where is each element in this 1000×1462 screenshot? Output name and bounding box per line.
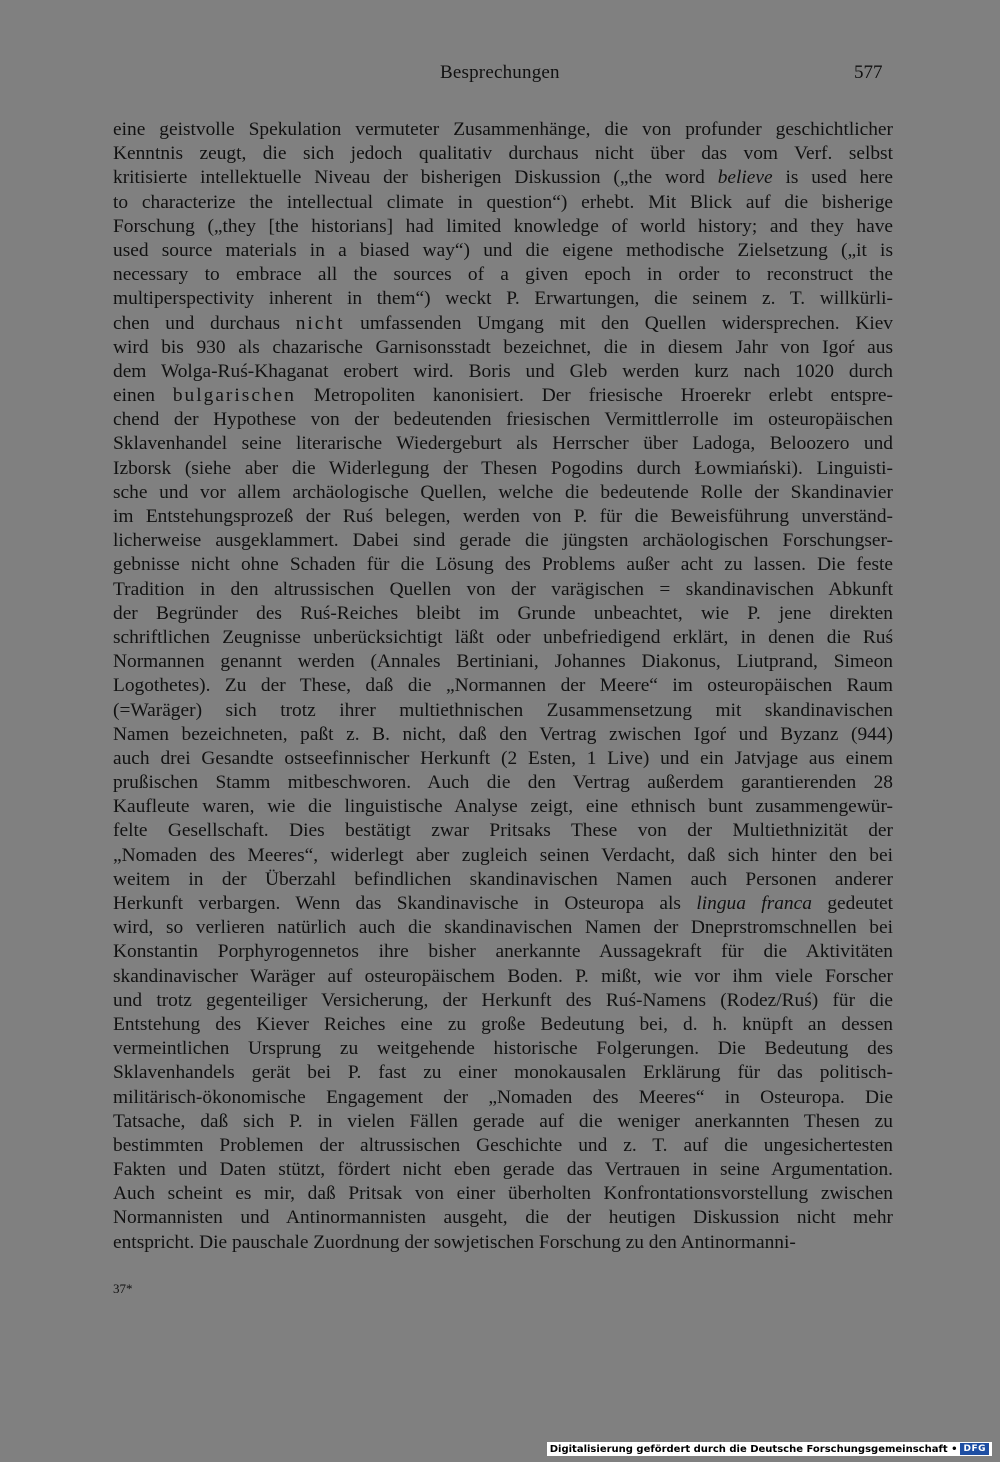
text-line: und trotz gegenteiliger Versicherung, der Herkunft des Ruś-Namens (Rodez/Ruś) für die (113, 989, 893, 1011)
text-line: militärisch-ökonomische Engagement der „Nomaden des Meeres“ in Osteuropa. Die (113, 1086, 893, 1108)
emphasized-term: nicht (295, 312, 345, 334)
text-line: Kaufleute waren, wie die linguistische Analyse zeigt, eine ethnisch bunt zusammengewür- (113, 796, 893, 818)
italic-term: believe (717, 167, 773, 189)
emphasized-term: bulgarischen (172, 385, 296, 407)
text-line: Sklavenhandels gerät bei P. fast zu einer monokausalen Erklärung für das politisch- (113, 1062, 893, 1084)
text-line: im Entstehungsprozeß der Ruś belegen, werden von P. für die Beweisführung unverständ- (113, 506, 893, 527)
italic-term: lingua franca (696, 893, 812, 914)
text-line: Normannen genannt werden (Annales Bertiniani, Johannes Diakonus, Liutprand, Simeon (113, 651, 893, 673)
text-line: weitem in der Überzahl befindlichen skandinavischen Namen auch Personen anderer (113, 868, 893, 890)
text-line: eine geistvolle Spekulation vermuteter Zusammenhänge, die von profunder geschichtlicher (113, 119, 893, 140)
text-line: vermeintlichen Ursprung zu weitgehende historische Folgerungen. Die Bedeutung des (113, 1038, 893, 1060)
text-line: Fakten und Daten stützt, fördert nicht eben gerade das Vertrauen in seine Argumentation. (113, 1159, 893, 1181)
text-line: Namen bezeichneten, paßt z. B. nicht, daß den Vertrag zwischen Igoŕ und Byzanz (944) (113, 723, 893, 745)
dfg-logo-icon: DFG (960, 1443, 989, 1455)
text-line: wird bis 930 als chazarische Garnisonsstadt bezeichnet, die in diesem Jahr von Igoŕ aus (113, 336, 893, 358)
running-head: Besprechungen (440, 62, 560, 83)
body-text (113, 118, 893, 1255)
text-line: skandinavischer Waräger auf osteuropäischem Boden. P. mißt, wie vor ihm viele Forscher (113, 965, 893, 987)
text-line: licherweise ausgeklammert. Dabei sind gerade die jüngsten archäologischen Forschungser- (113, 530, 893, 552)
text-line: Tradition in den altrussischen Quellen von der varägischen = skandinavischen Abkunft (113, 578, 893, 600)
text-line: Forschung („they [the historians] had limited knowledge of world history; and they have (113, 215, 893, 237)
text-line: Entstehung des Kiever Reiches eine zu große Bedeutung bei, d. h. knüpft an dessen (113, 1013, 893, 1035)
text-line: bestimmten Problemen der altrussischen Geschichte und z. T. auf die ungesichertesten (113, 1134, 893, 1156)
text-line: gebnisse nicht ohne Schaden für die Lösung des Problems außer acht zu lassen. Die feste (113, 554, 893, 576)
text-line: sche und vor allem archäologische Quellen, welche die bedeutende Rolle der Skandinavier (113, 481, 893, 503)
digitization-credit: Digitalisierung gefördert durch die Deutsche Forschungsgemeinschaft • (549, 1443, 958, 1455)
text-line: Konstantin Porphyrogennetos ihre bisher anerkannte Aussagekraft für die Aktivitäten (113, 941, 893, 963)
text-line: felte Gesellschaft. Dies bestätigt zwar Pritsaks These von der Multiethnizität der (113, 820, 893, 842)
text-line: Tatsache, daß sich P. in vielen Fällen gerade auf die weniger anerkannten Thesen zu (113, 1110, 893, 1132)
text-line: to characterize the intellectual climate in question“) erhebt. Mit Blick auf die bisherige (113, 191, 893, 213)
text-line: (=Waräger) sich trotz ihrer multiethnischen Zusammensetzung mit skandinavischen (113, 699, 893, 721)
text-line: used source materials in a biased way“) und die eigene methodische Zielsetzung („it is (113, 239, 893, 261)
text-line: chend der Hypothese von der bedeutenden friesischen Vermittlerrolle im osteuropäischen (113, 409, 893, 431)
text-line: Logothetes). Zu der These, daß die „Normannen der Meere“ im osteuropäischen Raum (113, 675, 893, 697)
text-line: der Begründer des Ruś-Reiches bleibt im Grunde unbeachtet, wie P. jene direkten (113, 602, 893, 624)
text-line: wird, so verlieren natürlich auch die skandinavischen Namen der Dneprstromschnellen bei (113, 917, 893, 939)
signature-mark: 37* (113, 1281, 133, 1296)
text-line: auch drei Gesandte ostseefinnischer Herkunft (2 Esten, 1 Live) und ein Jatvjage aus einem (113, 747, 893, 769)
text-line: Normannisten und Antinormannisten ausgeht, die der heutigen Diskussion nicht mehr (113, 1207, 893, 1229)
text-line: prußischen Stamm mitbeschworen. Auch die den Vertrag außerdem garantierenden 28 (113, 772, 893, 794)
digitization-credit-bar (547, 1442, 992, 1456)
text-line: einen bulgarischen Metropoliten kanonisiert. Der friesische Hroerekr erlebt entspre- (113, 385, 893, 407)
page-number: 577 (854, 62, 883, 83)
text-line: Izborsk (siehe aber die Widerlegung der Thesen Pogodins durch Łowmiański). Linguisti- (113, 457, 893, 479)
text-line: Sklavenhandel seine literarische Wiedergeburt als Herrscher über Ladoga, Beloozero und (113, 433, 893, 455)
text-line: Auch scheint es mir, daß Pritsak von einer überholten Konfrontationsvorstellung zwischen (113, 1183, 893, 1205)
text-line: Kenntnis zeugt, die sich jedoch qualitativ durchaus nicht über das vom Verf. selbst (113, 143, 893, 165)
text-line: entspricht. Die pauschale Zuordnung der sowjetischen Forschung zu den Antinormanni- (113, 1231, 796, 1253)
text-line: Herkunft verbargen. Wenn das Skandinavische in Osteuropa als lingua franca gedeutet (113, 893, 894, 914)
text-line: necessary to embrace all the sources of a given epoch in order to reconstruct the (113, 264, 893, 286)
text-line: chen und durchaus nicht umfassenden Umgang mit den Quellen widersprechen. Kiev (113, 312, 894, 334)
text-line: kritisierte intellektuelle Niveau der bisherigen Diskussion („the word believe is used here (113, 167, 893, 189)
text-line: schriftlichen Zeugnisse unberücksichtigt läßt oder unbefriedigend erklärt, in denen die Ruś (113, 626, 893, 648)
text-line: dem Wolga-Ruś-Khaganat erobert wird. Boris und Gleb werden kurz nach 1020 durch (113, 360, 893, 382)
text-line: „Nomaden des Meeres“, widerlegt aber zugleich seinen Verdacht, daß sich hinter den bei (113, 844, 893, 866)
text-line: multiperspectivity inherent in them“) weckt P. Erwartungen, die seinem z. T. willkürli- (113, 288, 893, 310)
